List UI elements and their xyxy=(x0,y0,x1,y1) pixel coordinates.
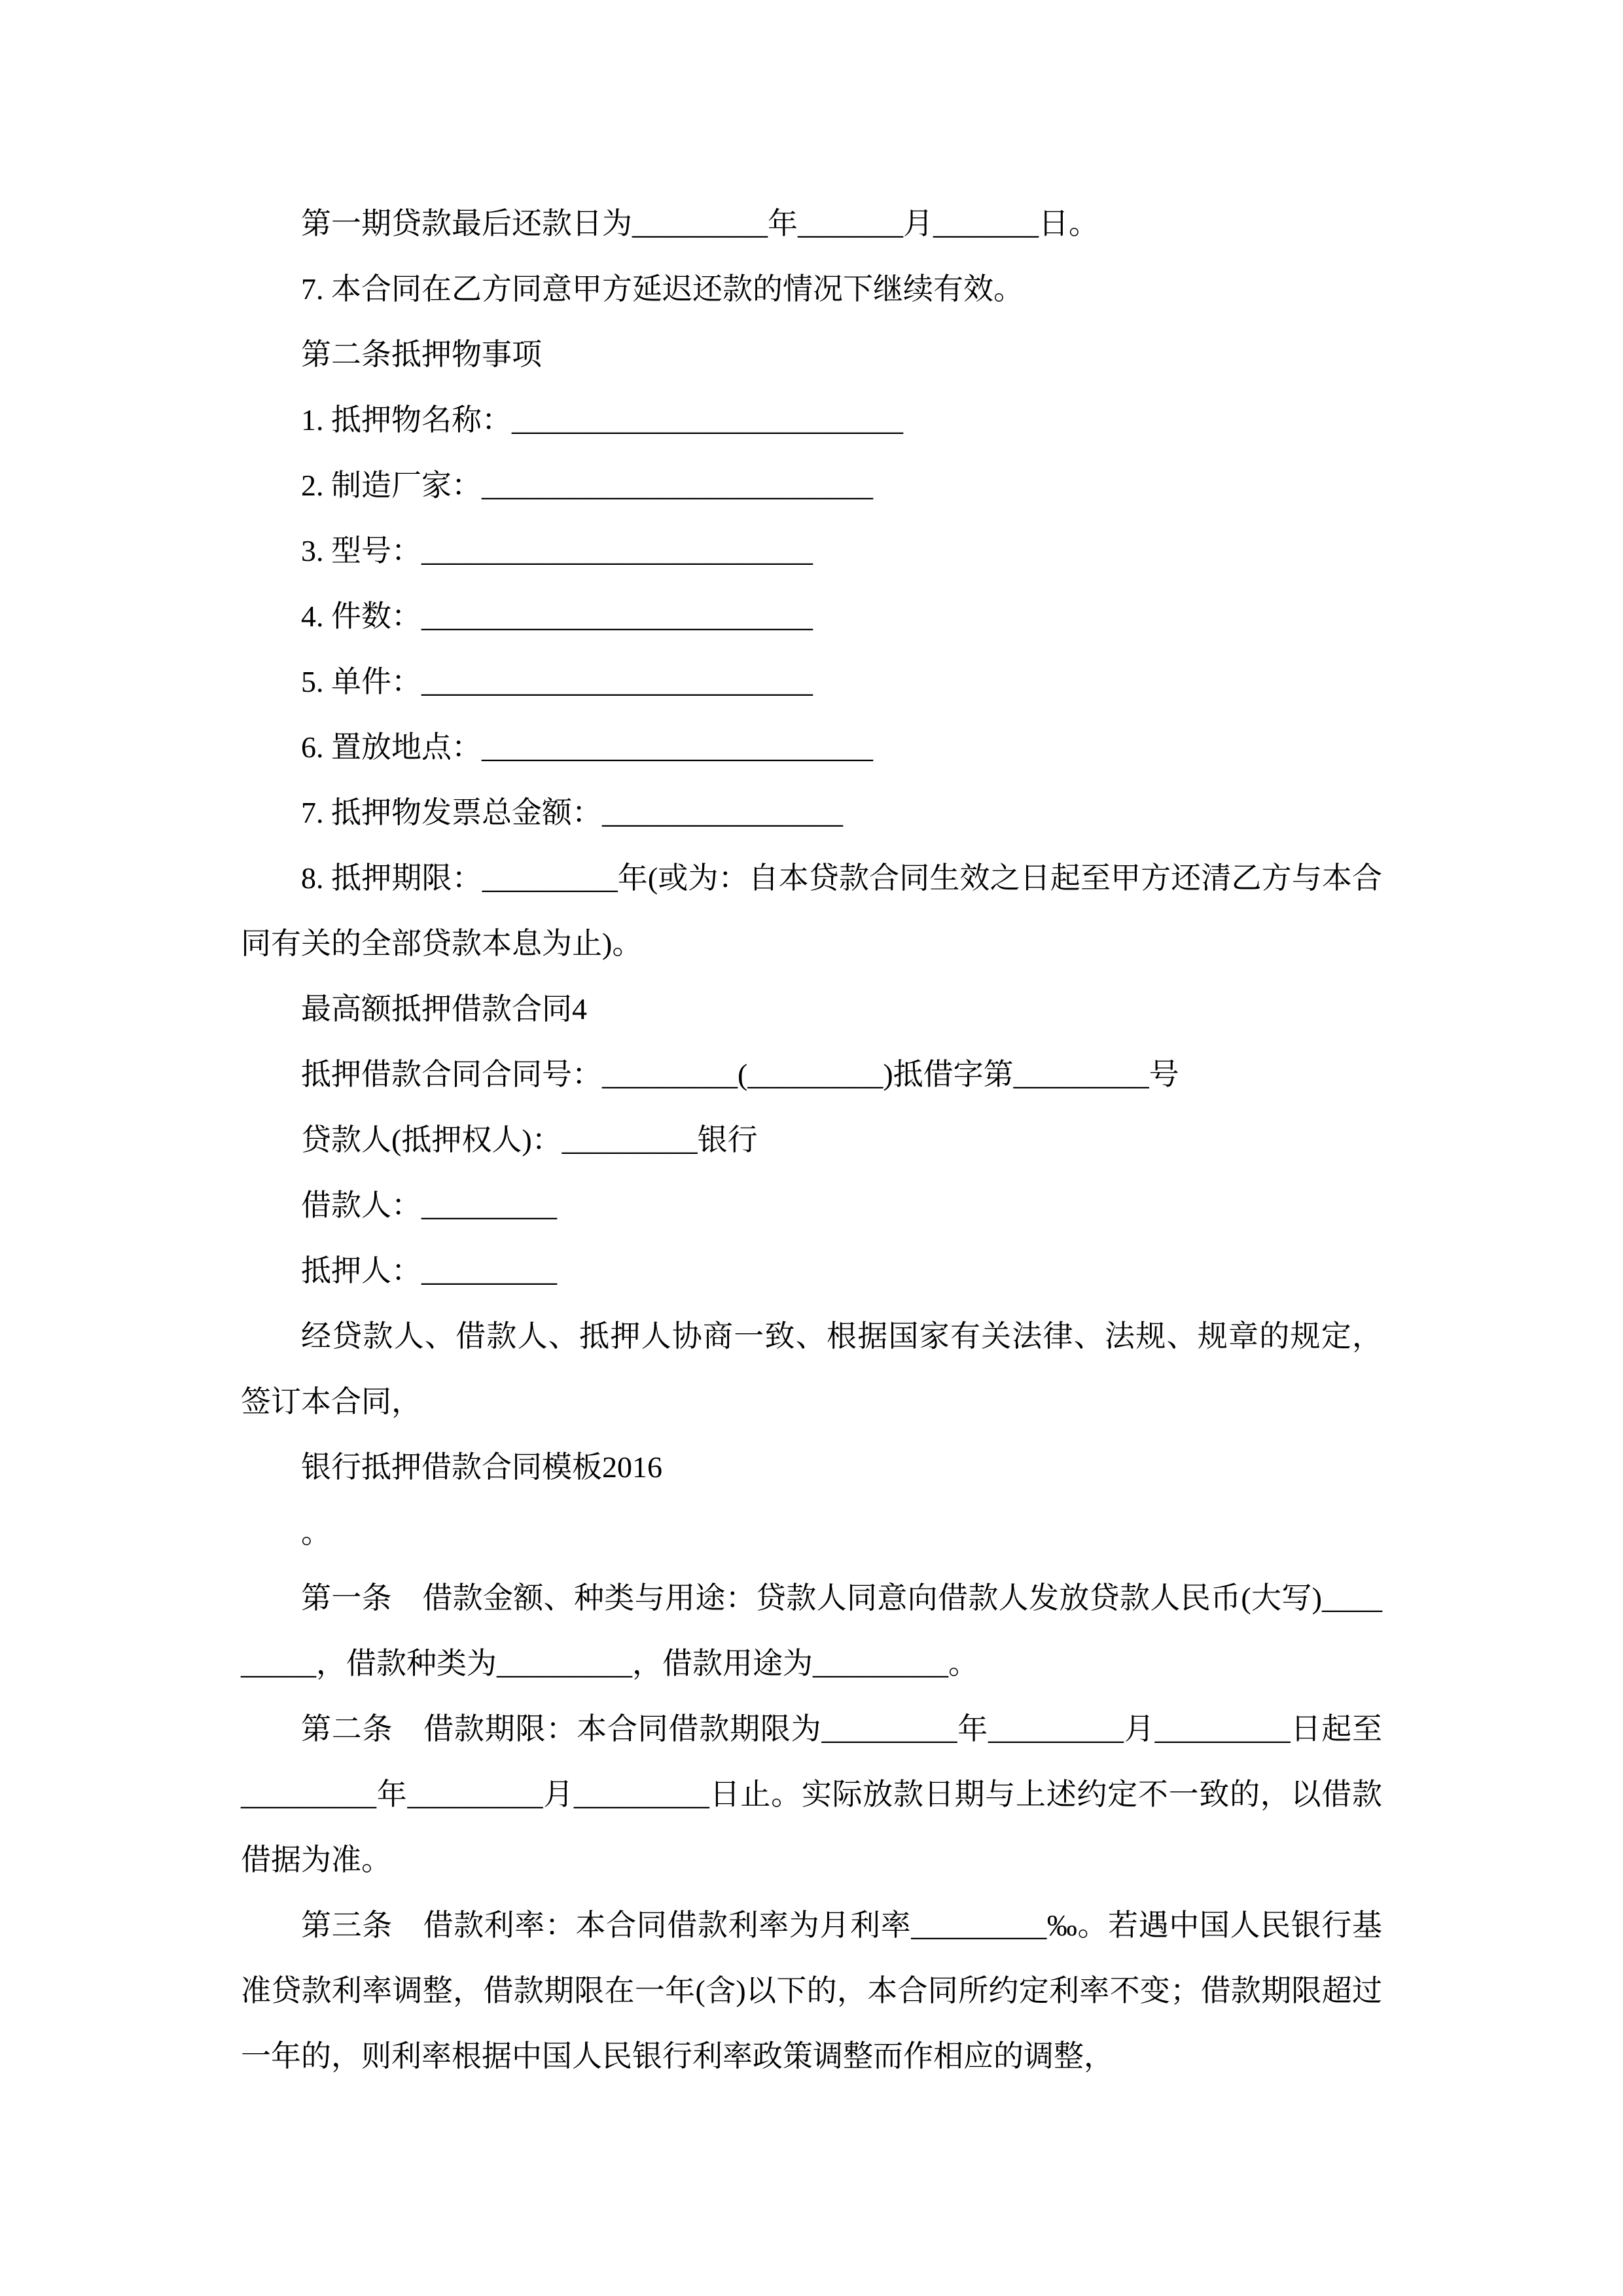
paragraph: 7. 抵押物发票总金额：________________ xyxy=(301,796,843,829)
paragraph: 贷款人(抵押权人)：_________银行 xyxy=(301,1123,758,1157)
paragraph: 8. 抵押期限：_________年(或为：自本贷款合同生效之日起至甲方还清乙方与本合同有关的全部贷款本息为止)。 xyxy=(241,861,1382,960)
paragraph: 第一期贷款最后还款日为_________年_______月_______日。 xyxy=(301,207,1099,240)
paragraph: 第一条 借款金额、种类与用途：贷款人同意向借款人发放贷款人民币(大写)_________，借款种类为_________，借款用途为_________。 xyxy=(241,1581,1382,1680)
paragraph: 7. 本合同在乙方同意甲方延迟还款的情况下继续有效。 xyxy=(301,272,1024,306)
paragraph: 最高额抵押借款合同4 xyxy=(301,992,587,1026)
paragraph: 抵押借款合同合同号：_________(_________)抵借字第_________号 xyxy=(301,1058,1179,1091)
paragraph: 经贷款人、借款人、抵押人协商一致、根据国家有关法律、法规、规章的规定，签订本合同， xyxy=(241,1319,1382,1418)
paragraph: 4. 件数：__________________________ xyxy=(301,600,813,633)
paragraph: 借款人：_________ xyxy=(301,1189,557,1222)
paragraph: 第二条抵押物事项 xyxy=(301,338,542,371)
paragraph: 5. 单件：__________________________ xyxy=(301,665,813,698)
paragraph: 第三条 借款利率：本合同借款利率为月利率_________‰。若遇中国人民银行基准贷款利率调整，借款期限在一年(含)以下的，本合同所约定利率不变；借款期限超过一年的，则利率根据中国人民银行利率政策调整而作相应的调整， xyxy=(241,1909,1382,2073)
paragraph: 2. 制造厂家：__________________________ xyxy=(301,469,873,502)
paragraph: 6. 置放地点：__________________________ xyxy=(301,730,873,764)
paragraph: 银行抵押借款合同模板2016 xyxy=(301,1450,662,1484)
paragraph: 1. 抵押物名称：__________________________ xyxy=(301,403,903,437)
paragraph: 3. 型号：__________________________ xyxy=(301,534,813,567)
paragraph: 。 xyxy=(301,1516,331,1549)
paragraph: 第二条 借款期限：本合同借款期限为_________年_________月_________日起至_________年_________月_________日止。实际放款日期与上述约定不一致的，以借款借据为准。 xyxy=(241,1712,1382,1876)
paragraph: 抵押人：_________ xyxy=(301,1254,557,1287)
